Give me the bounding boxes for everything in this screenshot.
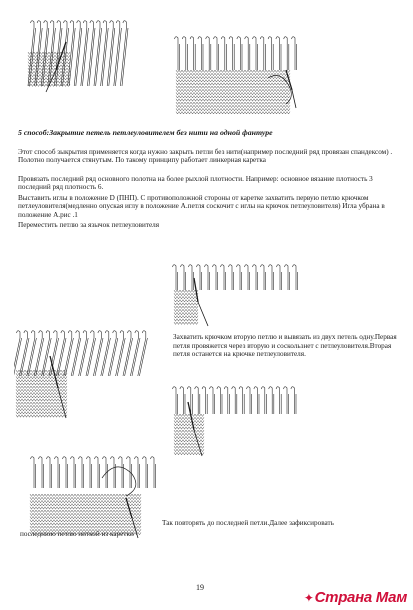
needle-bed-illustration-4	[14, 322, 164, 422]
site-watermark	[304, 589, 407, 606]
caption-step-2: Захватить крючком вторую петлю и вывязать из двух петель одну.Первая петля провяжется через вторую и соскользнет с петлеуловителя.Вторая петля останется на крючке петлеуловителя.	[173, 333, 397, 359]
paragraph-4: Переместить петлю за язычок петлеуловителя	[18, 221, 160, 229]
needle-bed-illustration-3	[168, 256, 308, 328]
section-heading: 5 способ:Закрытие петель петлеуловителем без нити на одной фантуре	[18, 128, 273, 137]
page-number: 19	[196, 583, 204, 592]
caption-step-3: Так повторять до последней петли.Далее зафиксировать	[162, 519, 334, 527]
paragraph-2: Провязать последний ряд основного полотна на более рыхлой плотности. Например: основное вязание плотность 3 последний ряд плотность 6.	[18, 175, 373, 192]
paragraph-1: Этот способ зыкрытия применяется когда нужно закрыть петли без нити(например последний ряд провязан спандексом) . Полотно получается стянутым. По такому принципу работает линкерная каретка	[18, 148, 393, 165]
needle-bed-illustration-2	[168, 30, 308, 116]
caption-step-4: последнюю петлю ниткой из каретки	[20, 530, 134, 538]
needle-bed-illustration-5	[168, 378, 308, 458]
needle-bed-illustration-1	[26, 12, 138, 94]
needle-bed-illustration-6	[26, 448, 166, 540]
star-icon: ✦	[303, 591, 314, 605]
paragraph-3: Выставить иглы в положение D (ПНП). С противоположной стороны от каретке захватить первую петлю крючком петлеуловителя(медленно опуская иглу в положение А.петля соскочит с иглы на крючок петлеуловителя) Игла убрана в положение А.рис .1	[18, 194, 385, 219]
watermark-text: Страна Мам	[314, 589, 407, 606]
